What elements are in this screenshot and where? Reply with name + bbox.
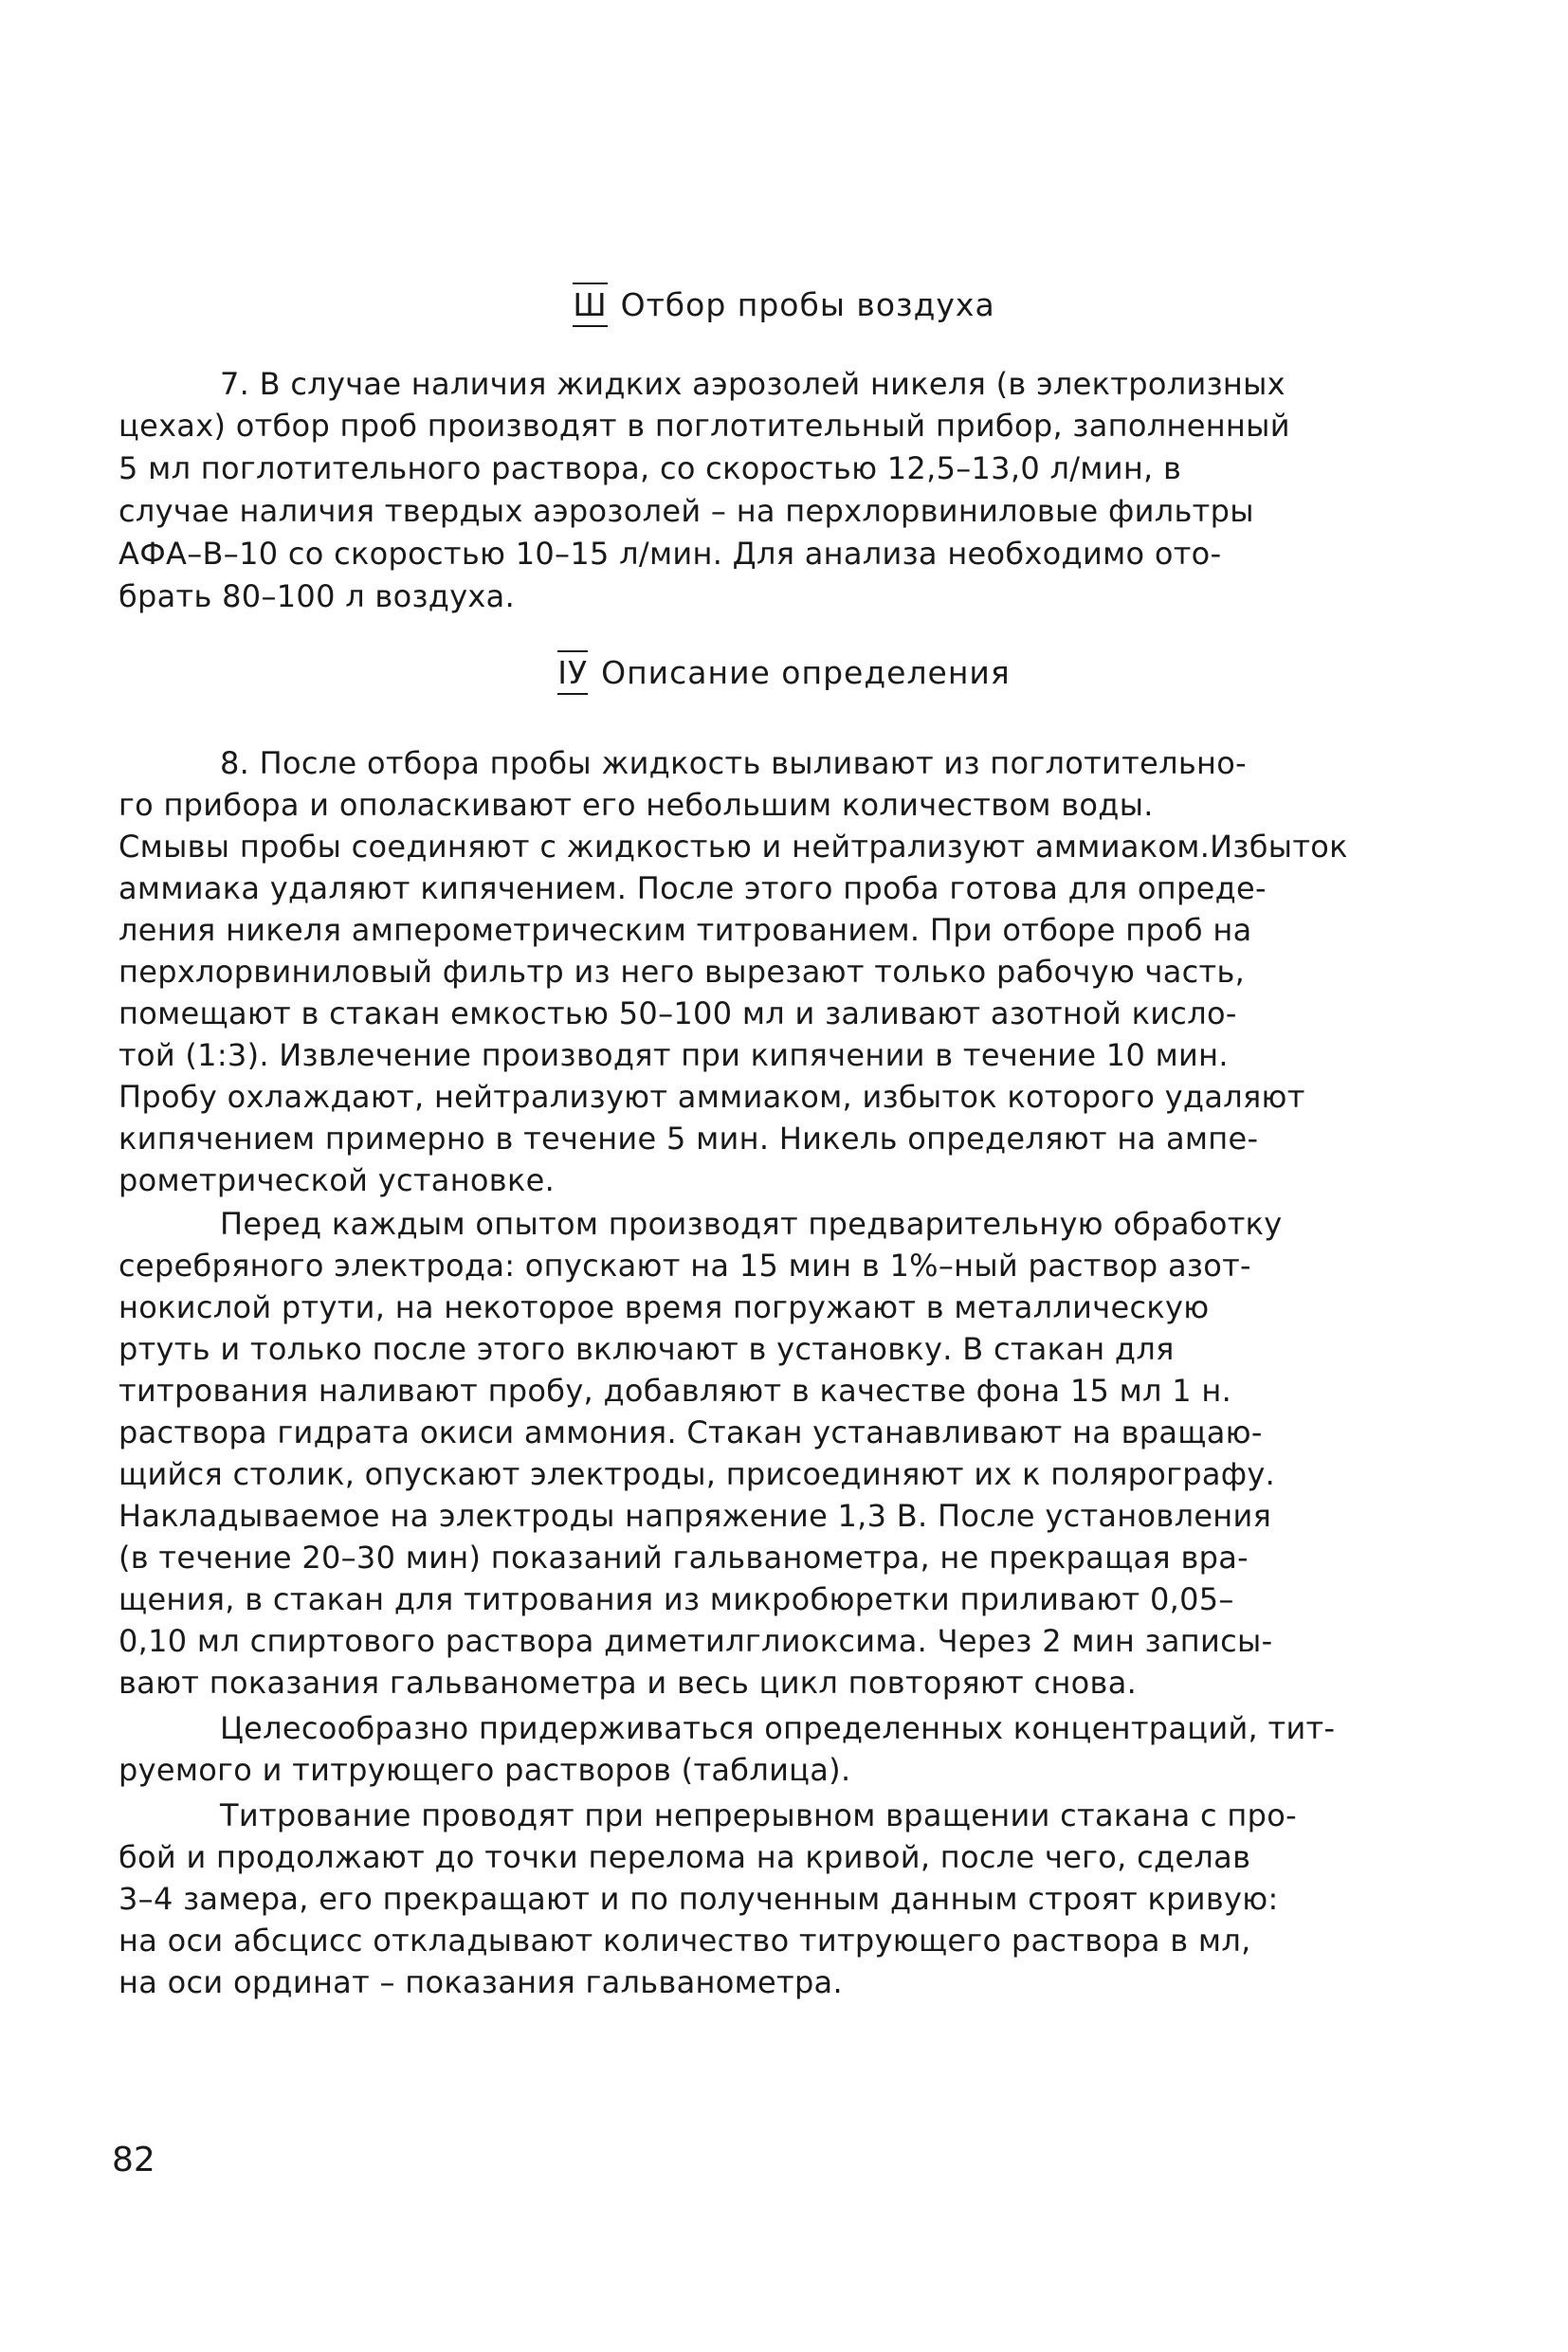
text-line: Перед каждым опытом производят предварительную обработку [220,1206,1283,1242]
text-line: Смывы пробы соединяют с жидкостью и нейтрализуют аммиаком.Избыток [119,829,1348,865]
text-line: рометрической установке. [119,1162,556,1198]
section-numeral: IУ [557,654,589,691]
text-line: раствора гидрата окиси аммония. Стакан устанавливают на вращаю- [119,1414,1263,1450]
section-title: Отбор пробы воздуха [620,286,995,323]
page-number: 82 [112,2141,155,2179]
text-line: помещают в стакан емкостью 50–100 мл и заливают азотной кисло- [119,995,1237,1031]
text-line: той (1:3). Извлечение производят при кипячении в течение 10 мин. [119,1037,1229,1073]
text-line: кипячением примерно в течение 5 мин. Никель определяют на ампе- [119,1121,1259,1157]
text-line: Целесообразно придерживаться определенных концентраций, тит- [220,1710,1336,1746]
text-line: аммиака удаляют кипячением. После этого проба готова для опреде- [119,870,1267,906]
text-line: серебряного электрода: опускают на 15 мин в 1%–ный раствор азот- [119,1248,1251,1284]
text-line: щийся столик, опускают электроды, присоединяют их к полярографу. [119,1456,1276,1492]
text-line: на оси абсцисс откладывают количество титрующего раствора в мл, [119,1923,1251,1959]
text-line: перхлорвиниловый фильтр из него вырезают только рабочую часть, [119,954,1246,990]
text-line: на оси ординат – показания гальванометра. [119,1964,843,2000]
text-line: 7. В случае наличия жидких аэрозолей никеля (в электролизных [220,366,1285,402]
text-line: ртуть и только после этого включают в установку. В стакан для [119,1331,1175,1367]
section-heading-4 [0,654,1568,691]
section-heading-3 [0,286,1568,323]
text-line: 3–4 замера, его прекращают и по полученным данным строят кривую: [119,1881,1279,1917]
section-numeral: Ш [573,286,608,323]
text-line: вают показания гальванометра и весь цикл повторяют снова. [119,1665,1138,1701]
text-line: цехах) отбор проб производят в поглотительный прибор, заполненный [119,408,1290,444]
text-line: щения, в стакан для титрования из микробюретки приливают 0,05– [119,1581,1234,1617]
text-line: 8. После отбора пробы жидкость выливают из поглотительно- [220,745,1247,781]
text-line: 5 мл поглотительного раствора, со скоростью 12,5–13,0 л/мин, в [119,450,1182,486]
text-line: ления никеля амперометрическим титрованием. При отборе проб на [119,912,1252,948]
text-line: го прибора и ополаскивают его небольшим количеством воды. [119,787,1154,823]
text-line: титрования наливают пробу, добавляют в качестве фона 15 мл 1 н. [119,1373,1232,1409]
text-line: брать 80–100 л воздуха. [119,578,516,614]
text-line: (в течение 20–30 мин) показаний гальванометра, не прекращая вра- [119,1540,1249,1576]
text-line: бой и продолжают до точки перелома на кривой, после чего, сделав [119,1839,1251,1875]
section-title: Описание определения [601,654,1011,691]
text-line: нокислой ртути, на некоторое время погружают в металлическую [119,1289,1210,1325]
text-line: 0,10 мл спиртового раствора диметилглиоксима. Через 2 мин записы- [119,1623,1273,1659]
text-line: Накладываемое на электроды напряжение 1,3 В. После установления [119,1498,1272,1534]
text-line: Титрование проводят при непрерывном вращении стакана с про- [220,1797,1297,1833]
text-line: случае наличия твердых аэрозолей – на перхлорвиниловые фильтры [119,493,1254,529]
text-line: АФА–В–10 со скоростью 10–15 л/мин. Для анализа необходимо ото- [119,536,1222,572]
text-line: Пробу охлаждают, нейтрализуют аммиаком, избыток которого удаляют [119,1079,1305,1115]
text-line: руемого и титрующего растворов (таблица). [119,1752,851,1788]
